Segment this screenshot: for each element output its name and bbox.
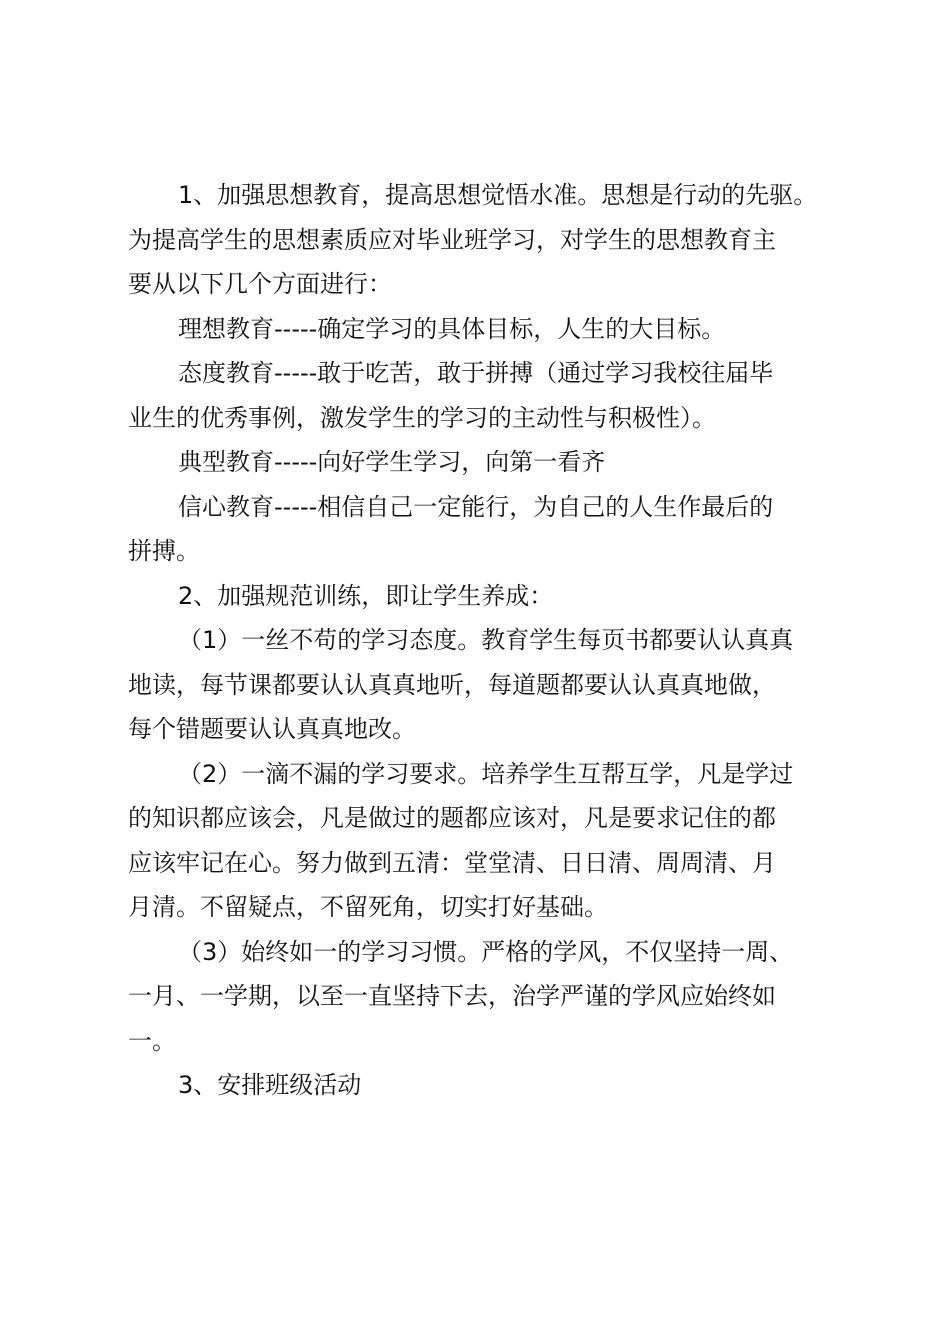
text-line: 地读，每节课都要认认真真地听，每道题都要认认真真地做， [128, 670, 776, 699]
text-line: （1）一丝不苟的学习态度。教育学生每页书都要认认真真 [178, 626, 794, 654]
text-line: 2、加强规范训练，即让学生养成： [178, 581, 554, 610]
text-line: 拼搏。 [128, 537, 200, 565]
paragraph-attitude-education [128, 351, 840, 440]
text-line: 典型教育-----向好学生学习，向第一看齐 [178, 448, 606, 476]
text-line: 一月、一学期，以至一直坚持下去，治学严谨的学风应始终如 [128, 982, 776, 1010]
text-line: 态度教育-----敢于吃苦，敢于拼搏（通过学习我校往届毕 [178, 359, 774, 387]
paragraph-model-education [128, 440, 840, 485]
paragraph-item-3 [128, 930, 840, 1064]
text-line: （2）一滴不漏的学习要求。培养学生互帮互学，凡是学过 [178, 759, 794, 788]
paragraph-thought-education [128, 173, 840, 307]
text-line: 理想教育-----确定学习的具体目标，人生的大目标。 [178, 314, 726, 343]
text-line: 业生的优秀事例，激发学生的学习的主动性与积极性）。 [128, 403, 716, 432]
text-line: 应该牢记在心。努力做到五清：堂堂清、日日清、周周清、月 [128, 848, 776, 877]
text-line: 一。 [128, 1026, 176, 1055]
text-line: 为提高学生的思想素质应对毕业班学习，对学生的思想教育主 [128, 225, 776, 254]
paragraph-standard-training [128, 574, 840, 619]
text-line: 1、加强思想教育，提高思想觉悟水准。思想是行动的先驱。 [178, 181, 818, 209]
text-line: 信心教育-----相信自己一定能行，为自己的人生作最后的 [178, 492, 774, 521]
text-line: 月清。不留疑点，不留死角，切实打好基础。 [128, 893, 608, 921]
paragraph-class-activities [128, 1063, 840, 1108]
paragraph-ideal-education [128, 307, 840, 352]
document-body [128, 173, 840, 1108]
text-line: 每个错题要认认真真地改。 [128, 715, 416, 743]
paragraph-item-1 [128, 618, 840, 752]
text-line: 3、安排班级活动 [178, 1071, 362, 1099]
text-line: 的知识都应该会，凡是做过的题都应该对，凡是要求记住的都 [128, 804, 776, 832]
text-line: （3）始终如一的学习习惯。严格的学风，不仅坚持一周、 [178, 937, 794, 966]
paragraph-confidence-education [128, 485, 840, 574]
text-line: 要从以下几个方面进行： [128, 270, 392, 298]
paragraph-item-2 [128, 752, 840, 930]
